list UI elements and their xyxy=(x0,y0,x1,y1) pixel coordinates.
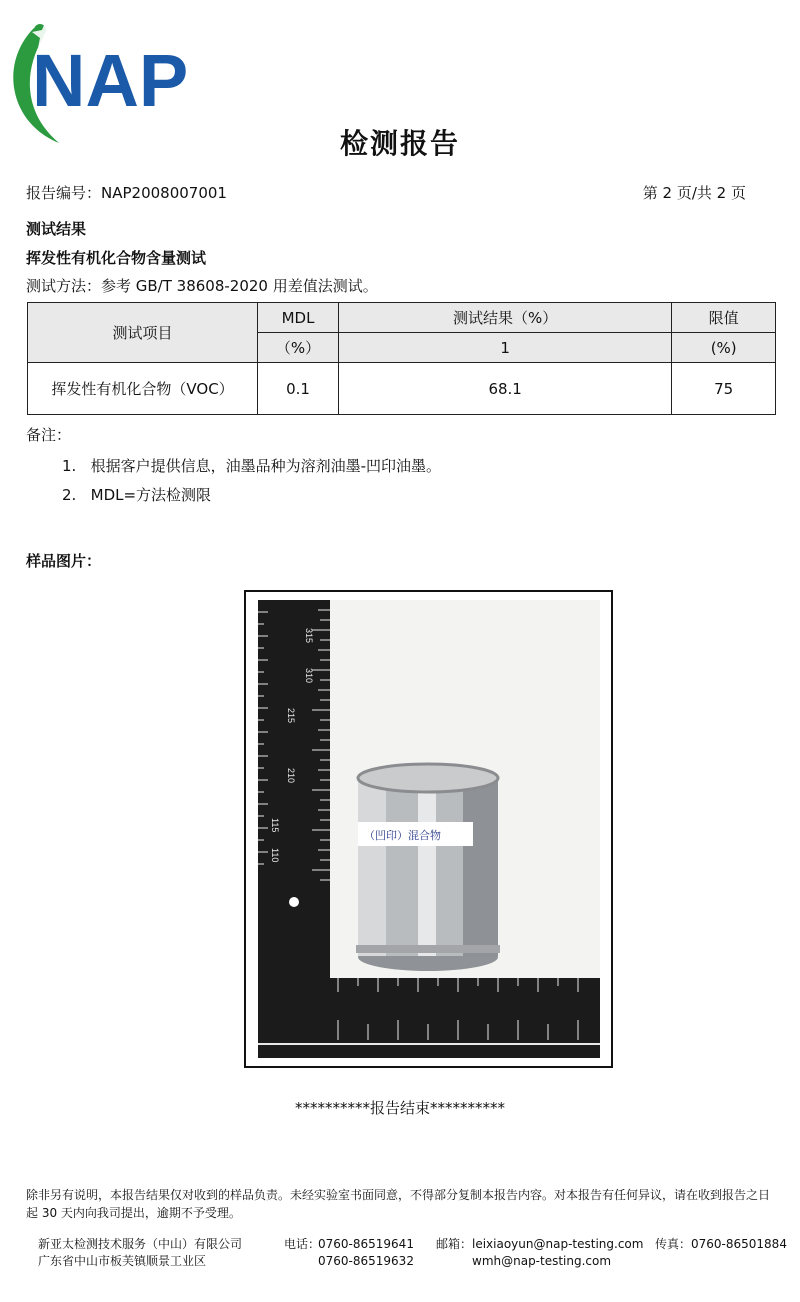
header-result-sample: 1 xyxy=(338,333,671,363)
footer-email xyxy=(472,1236,643,1270)
remark-item-1 xyxy=(62,455,441,476)
remark-number: 1. xyxy=(62,457,77,475)
ruler-mark: 215 xyxy=(286,708,296,724)
report-number: 报告编号：NAP2008007001 xyxy=(26,184,227,202)
page-number: 第 2 页/共 2 页 xyxy=(642,184,746,202)
header-mdl-unit: （%） xyxy=(258,333,339,363)
company-address: 广东省中山市板芙镇顺景工业区 xyxy=(38,1254,207,1268)
ruler-mark: 315 xyxy=(304,628,314,644)
cell-item: 挥发性有机化合物（VOC） xyxy=(28,363,258,415)
report-end-mark: **********报告结束********** xyxy=(294,1099,505,1117)
can-label: （凹印）混合物 xyxy=(364,829,441,842)
ruler-mark: 210 xyxy=(286,768,296,784)
section-results-heading: 测试结果 xyxy=(26,220,87,238)
section-voc-heading: 挥发性有机化合物含量测试 xyxy=(26,249,207,267)
footer-company xyxy=(38,1236,242,1270)
ruler-mark: 310 xyxy=(304,668,314,684)
test-method: 测试方法：参考 GB/T 38608-2020 用差值法测试。 xyxy=(26,277,378,295)
logo-text: NAP xyxy=(32,39,189,122)
disclaimer: 除非另有说明，本报告结果仅对收到的样品负责。未经实验室书面同意，不得部分复制本报告内容。对本报告有任何异议，请在收到报告之日起 30 天内向我司提出，逾期不予受理。 xyxy=(26,1188,771,1220)
header-result: 测试结果（%） xyxy=(338,303,671,333)
footer-fax: 传真：0760-86501884 xyxy=(655,1237,787,1251)
header-limit-unit: (%) xyxy=(672,333,776,363)
footer-email-label: 邮箱： xyxy=(436,1237,473,1251)
ruler-mark: 110 xyxy=(270,848,280,863)
tel-number: 0760-86519641 xyxy=(318,1237,414,1251)
table-header-row xyxy=(28,303,776,333)
email-link[interactable]: leixiaoyun@nap-testing.com xyxy=(472,1237,644,1251)
cell-limit: 75 xyxy=(672,363,776,415)
cell-mdl: 0.1 xyxy=(258,363,339,415)
header-mdl: MDL xyxy=(258,303,339,333)
report-title: 检测报告 xyxy=(339,127,460,160)
header-item: 测试项目 xyxy=(28,303,258,363)
remark-text: 根据客户提供信息，油墨品种为溶剂油墨-凹印油墨。 xyxy=(90,457,442,475)
remark-item-2 xyxy=(62,484,211,505)
results-table xyxy=(27,302,776,415)
footer-tel xyxy=(318,1236,414,1270)
remark-text: MDL=方法检测限 xyxy=(90,486,212,504)
footer-tel-label: 电话： xyxy=(284,1237,321,1251)
remark-number: 2. xyxy=(62,486,77,504)
sample-photo-frame xyxy=(244,590,613,1068)
table-row xyxy=(28,363,776,415)
tel-number: 0760-86519632 xyxy=(318,1254,414,1268)
ruler-mark: 115 xyxy=(270,818,280,833)
remarks-label: 备注： xyxy=(26,426,72,444)
header-limit: 限值 xyxy=(672,303,776,333)
cell-result: 68.1 xyxy=(338,363,671,415)
email-link[interactable]: wmh@nap-testing.com xyxy=(472,1254,612,1268)
company-name: 新亚太检测技术服务（中山）有限公司 xyxy=(38,1237,243,1251)
sample-photo xyxy=(258,600,600,1058)
sample-photo-label: 样品图片： xyxy=(26,552,102,570)
